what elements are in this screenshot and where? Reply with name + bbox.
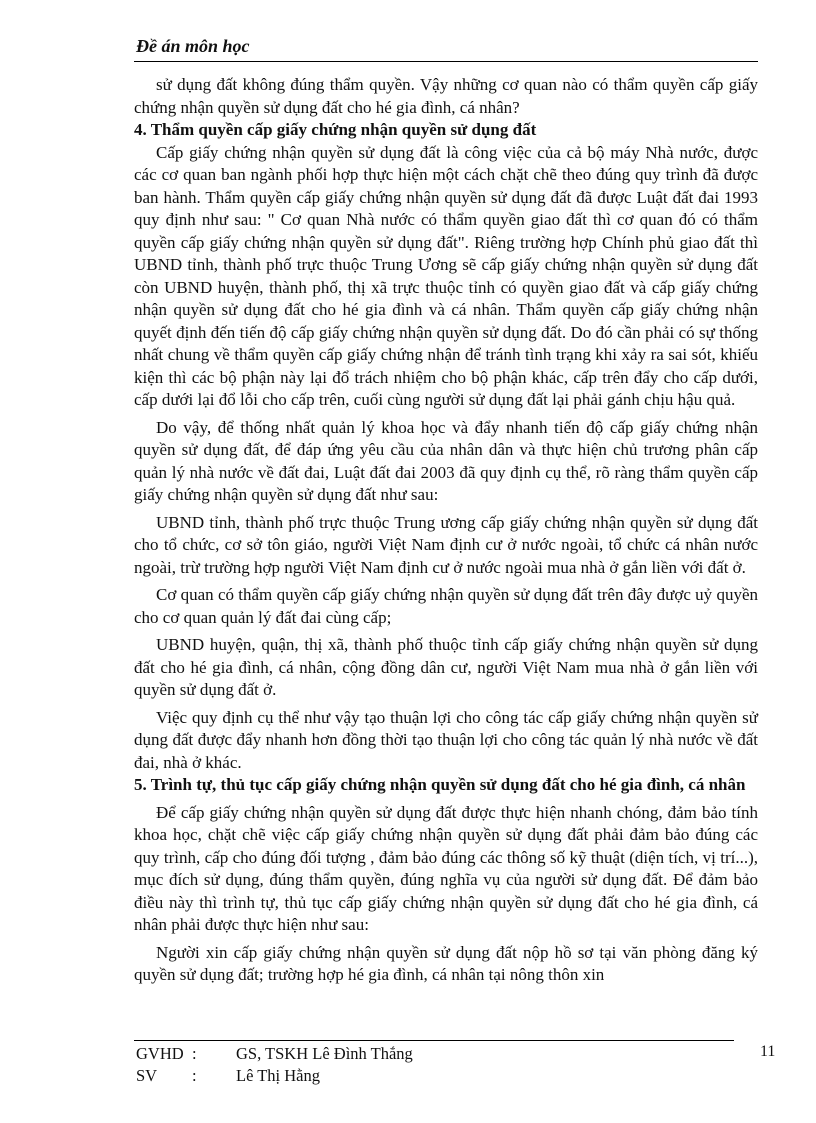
paragraph: Để cấp giấy chứng nhận quyền sử dụng đất được thực hiện nhanh chóng, đảm bảo tính khoa học, chặt chẽ việc cấp giấy chứng nhận quyền sử dụng đất phải đảm bảo đúng các quy trình, cấp cho đúng đối tượng , đảm bảo đúng các thông số kỹ thuật (diện tích, vị trí...), mục đích sử dụng, đúng thẩm quyền, đúng nghĩa vụ của người sử dụng đất. Để đảm bảo điều này thì trình tự, thủ tục cấp giấy chứng nhận quyền sử dụng đất cho hé gia đình, cá nhân phải được thực hiện như sau: [134, 802, 758, 934]
footer-gvhd-row [136, 1043, 413, 1065]
page-number: 11 [760, 1043, 776, 1060]
paragraph: Do vậy, để thống nhất quản lý khoa học và đẩy nhanh tiến độ cấp giấy chứng nhận quyền sử dụng đất, để đáp ứng yêu cầu của nhân dân và thực hiện chủ trương phân cấp quản lý nhà nước về đất đai, Luật đất đai 2003 đã quy định cụ thể, rõ ràng thẩm quyền cấp giấy chứng nhận quyền sử dụng đất như sau: [134, 417, 758, 504]
sv-label: SV [136, 1066, 158, 1085]
page-header-title: Đề án môn học [136, 36, 250, 56]
paragraph: Cơ quan có thẩm quyền cấp giấy chứng nhận quyền sử dụng đất trên đây được uỷ quyền cho cơ quan quản lý đất đai cùng cấp; [134, 585, 758, 627]
sv-value: Lê Thị Hằng [236, 1066, 321, 1085]
paragraph: UBND tỉnh, thành phố trực thuộc Trung ương cấp giấy chứng nhận quyền sử dụng đất cho tổ chức, cơ sở tôn giáo, người Việt Nam định cư ở nước ngoài, tổ chức cá nhân nước ngoài, trừ trường hợp người Việt Nam định cư ở nước ngoài mua nhà ở gắn liền với đất ở. [134, 512, 758, 577]
sv-colon: : [192, 1066, 197, 1085]
gvhd-colon: : [192, 1044, 197, 1063]
paragraph: UBND huyện, quận, thị xã, thành phố thuộc tỉnh cấp giấy chứng nhận quyền sử dụng đất cho hé gia đình, cá nhân, cộng đồng dân cư, người Việt Nam mua nhà ở gắn liền với quyền sử dụng đất ở. [134, 635, 758, 699]
footer-sv-row [136, 1065, 413, 1087]
gvhd-label: GVHD [136, 1044, 184, 1063]
paragraph: Việc quy định cụ thể như vậy tạo thuận lợi cho công tác cấp giấy chứng nhận quyền sử dụng đất được đẩy nhanh hơn đồng thời tạo thuận lợi cho công tác quản lý nhà nước về đất đai, nhà ở khác. [134, 707, 758, 772]
section-heading-5: 5. Trình tự, thủ tục cấp giấy chứng nhận quyền sử dụng đất cho hé gia đình, cá nhân [134, 775, 746, 794]
gvhd-value: GS, TSKH Lê Đình Thắng [236, 1044, 413, 1063]
paragraph-intro: sử dụng đất không đúng thẩm quyền. Vậy những cơ quan nào có thẩm quyền cấp giấy chứng nhận quyền sử dụng đất cho hé gia đình, cá nhân? [134, 75, 758, 117]
footer-divider [134, 1040, 734, 1041]
paragraph: Cấp giấy chứng nhận quyền sử dụng đất là công việc của cả bộ máy Nhà nước, được các cơ quan ban ngành phối hợp thực hiện một cách chặt chẽ theo đúng quy trình đã được ban hành. Thẩm quyền cấp giấy chứng nhận quyền sử dụng đất đã được Luật đất đai 1993 quy định như sau: " Cơ quan Nhà nước có thẩm quyền giao đất thì cơ quan đó có thẩm quyền cấp giấy chứng nhận quyền sử dụng đất". Riêng trường hợp Chính phủ giao đất thì UBND tỉnh, thành phố trực thuộc Trung Ương sẽ cấp giấy chứng nhận quyền sử dụng đất còn UBND huyện, thành phố, thị xã trực thuộc tỉnh có quyền giao đất và cấp giấy chứng nhận quyền sử dụng đất cho hé gia đình và cá nhân. Thẩm quyền cấp giấy chứng nhận quyết định đến tiến độ cấp giấy chứng nhận quyền sử dụng đất. Do đó cần phải có sự thống nhất chung về thẩm quyền cấp giấy chứng nhận để tránh tình trạng khi xảy ra sai sót, khiếu kiện thì các bộ phận này lại đổ trách nhiệm cho bộ phận khác, cấp trên đẩy cho cấp dưới, cấp dưới lại đổ lỗi cho cấp trên, cuối cùng người sử dụng đất lại phải gánh chịu hậu quả. [134, 142, 758, 409]
header-divider [134, 61, 758, 62]
paragraph: Người xin cấp giấy chứng nhận quyền sử dụng đất nộp hồ sơ tại văn phòng đăng ký quyền sử dụng đất; trường hợp hé gia đình, cá nhân tại nông thôn xin [134, 942, 758, 984]
document-body [134, 74, 758, 987]
footer [136, 1043, 413, 1087]
section-heading-4: 4. Thẩm quyền cấp giấy chứng nhận quyền sử dụng đất [134, 120, 537, 139]
